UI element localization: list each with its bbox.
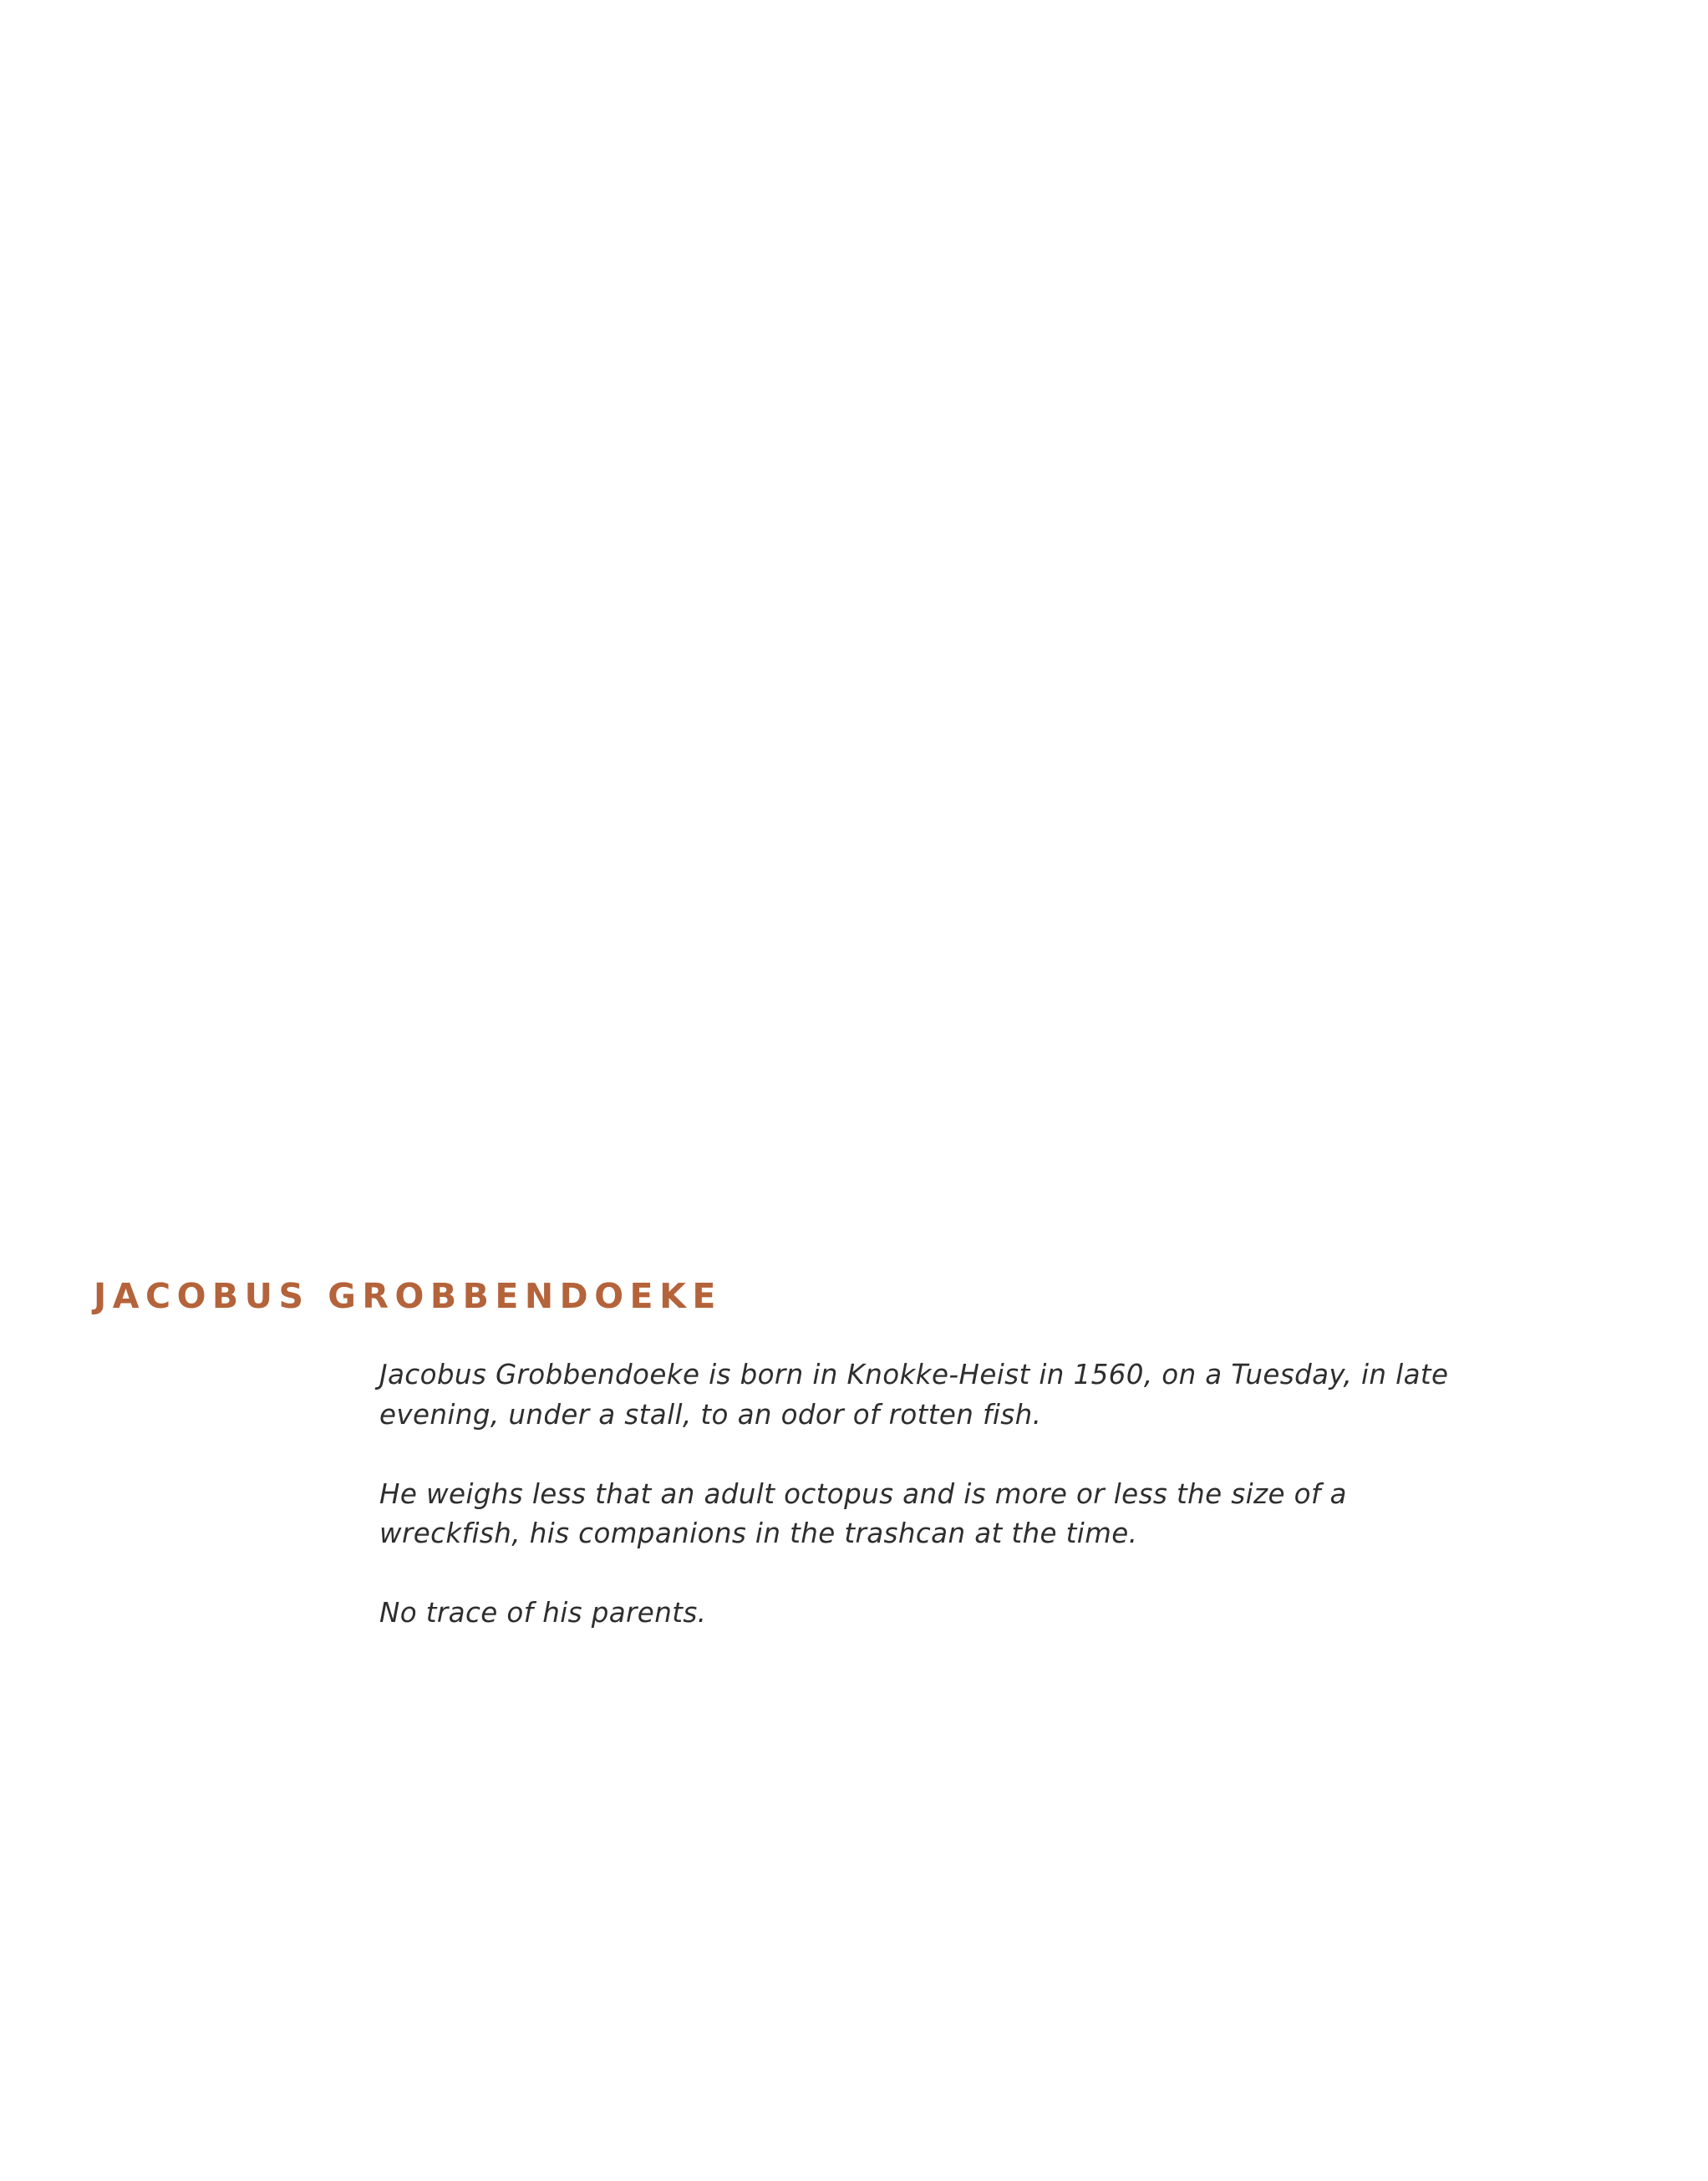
story-text [379,1355,1466,1634]
text-line: evening, under a stall, to an odor of rotten fish. [379,1398,1042,1431]
page-title: JACOBUS GROBBENDOEKE [94,1276,722,1316]
text-line: Jacobus Grobbendoeke is born in Knokke-Heist in 1560, on a Tuesday, in late [379,1359,1449,1390]
text-line: wreckfish, his companions in the trashcan at the time. [379,1518,1138,1549]
paragraph [379,1355,1466,1435]
text-line: No trace of his parents. [379,1597,707,1629]
text-line: He weighs less that an adult octopus and is more or less the size of a [379,1477,1347,1510]
paragraph [379,1594,1466,1634]
paragraph [379,1475,1466,1554]
